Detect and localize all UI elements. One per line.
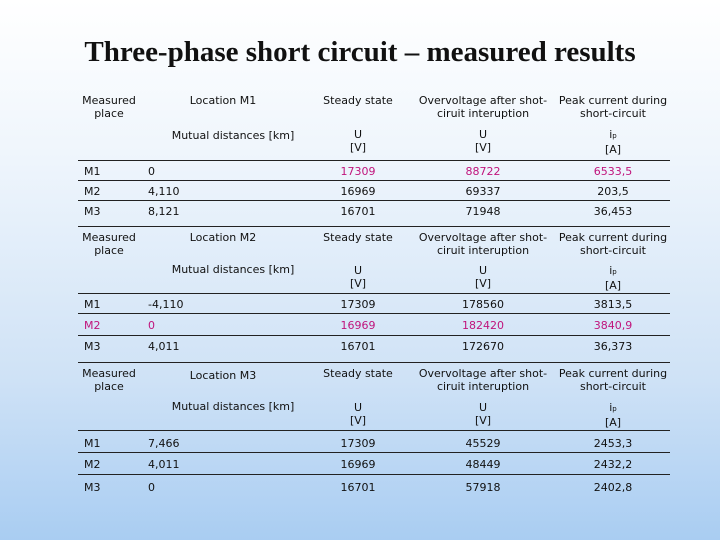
peak-current-header: Peak current during short-circuit <box>558 231 668 257</box>
steady-cell: 16969 <box>340 458 376 471</box>
place-cell: M1 <box>84 165 101 178</box>
distance-cell: 0 <box>148 165 155 178</box>
u-symbol: U <box>353 401 363 414</box>
distance-cell: 4,011 <box>148 340 180 353</box>
overvoltage-cell: 57918 <box>465 481 501 494</box>
i-subscript: p <box>612 132 617 140</box>
measured-place-header: Measured place <box>82 367 136 393</box>
steady-cell: 16701 <box>340 481 376 494</box>
table-row <box>78 335 670 358</box>
peak-cell: 203,5 <box>597 185 629 198</box>
table-row <box>78 313 670 336</box>
steady-cell: 16969 <box>340 185 376 198</box>
peak-unit <box>553 128 673 156</box>
u-symbol: U <box>353 128 363 141</box>
overvoltage-cell: 48449 <box>465 458 501 471</box>
table-row <box>78 293 670 314</box>
location-label: Location M3 <box>189 369 257 382</box>
steady-unit <box>308 264 408 290</box>
u-unit: [V] <box>474 277 492 290</box>
measured-place-header: Measured place <box>82 231 136 257</box>
table-row <box>78 160 670 181</box>
distance-cell: -4,110 <box>148 298 184 311</box>
place-cell: M3 <box>84 481 101 494</box>
results-table-location-m2 <box>78 226 670 356</box>
i-unit: [A] <box>604 279 622 292</box>
peak-unit <box>553 401 673 429</box>
results-table-location-m1 <box>78 90 670 220</box>
table-row <box>78 474 670 499</box>
i-unit: [A] <box>604 416 622 429</box>
peak-cell: 2402,8 <box>593 481 633 494</box>
table-row <box>78 452 670 475</box>
peak-current-header: Peak current during short-circuit <box>558 367 668 393</box>
distance-cell: 4,011 <box>148 458 180 471</box>
place-cell: M2 <box>84 185 101 198</box>
mutual-distances-header: Mutual distances [km] <box>171 400 295 413</box>
mutual-distances-header: Mutual distances [km] <box>171 263 295 276</box>
place-cell: M1 <box>84 298 101 311</box>
steady-state-header: Steady state <box>323 94 393 107</box>
steady-cell: 17309 <box>340 437 376 450</box>
place-cell: M2 <box>84 319 101 332</box>
peak-current-header: Peak current during short-circuit <box>558 94 668 120</box>
i-subscript: p <box>612 405 617 413</box>
steady-cell: 16701 <box>340 205 376 218</box>
u-unit: [V] <box>474 141 492 154</box>
overvoltage-cell: 172670 <box>462 340 504 353</box>
u-symbol: U <box>478 128 488 141</box>
steady-unit <box>308 128 408 154</box>
distance-cell: 0 <box>148 319 155 332</box>
header-row <box>78 90 670 124</box>
distance-cell: 4,110 <box>148 185 180 198</box>
location-label: Location M2 <box>189 231 257 244</box>
overvoltage-cell: 88722 <box>465 165 501 178</box>
mutual-distances-header: Mutual distances [km] <box>171 129 295 142</box>
place-cell: M2 <box>84 458 101 471</box>
u-symbol: U <box>478 264 488 277</box>
i-unit: [A] <box>604 143 622 156</box>
u-unit: [V] <box>474 414 492 427</box>
distance-cell: 0 <box>148 481 155 494</box>
peak-cell: 36,453 <box>593 205 633 218</box>
units-row <box>78 124 670 160</box>
u-symbol: U <box>353 264 363 277</box>
steady-cell: 16701 <box>340 340 376 353</box>
peak-cell: 2432,2 <box>593 458 633 471</box>
peak-cell: 3813,5 <box>593 298 633 311</box>
overvoltage-header: Overvoltage after shot-ciruit interuption <box>418 231 548 257</box>
u-symbol: U <box>478 401 488 414</box>
overvoltage-header: Overvoltage after shot-ciruit interuption <box>418 367 548 393</box>
overvoltage-header: Overvoltage after shot-ciruit interuption <box>418 94 548 120</box>
steady-cell: 17309 <box>340 298 376 311</box>
overvoltage-cell: 178560 <box>462 298 504 311</box>
overvoltage-cell: 71948 <box>465 205 501 218</box>
i-symbol: i <box>609 264 613 277</box>
peak-cell: 3840,9 <box>593 319 633 332</box>
peak-cell: 2453,3 <box>593 437 633 450</box>
peak-unit <box>553 264 673 292</box>
page-title: Three-phase short circuit – measured results <box>84 36 636 68</box>
overvoltage-unit <box>413 264 553 290</box>
steady-cell: 17309 <box>340 165 376 178</box>
overvoltage-cell: 69337 <box>465 185 501 198</box>
overvoltage-unit <box>413 128 553 154</box>
i-symbol: i <box>609 128 613 141</box>
peak-cell: 6533,5 <box>593 165 633 178</box>
steady-state-header: Steady state <box>323 231 393 244</box>
place-cell: M3 <box>84 340 101 353</box>
place-cell: M3 <box>84 205 101 218</box>
overvoltage-cell: 182420 <box>462 319 504 332</box>
measured-place-header: Measured place <box>82 94 136 120</box>
peak-cell: 36,373 <box>593 340 633 353</box>
location-label: Location M1 <box>189 94 257 107</box>
steady-state-header: Steady state <box>323 367 393 380</box>
i-symbol: i <box>609 401 613 414</box>
overvoltage-cell: 45529 <box>465 437 501 450</box>
results-table-location-m3 <box>78 362 670 498</box>
table-row <box>78 180 670 201</box>
distance-cell: 7,466 <box>148 437 180 450</box>
units-row <box>78 396 670 432</box>
units-row <box>78 260 670 296</box>
table-row <box>78 200 670 221</box>
header-row <box>78 226 670 261</box>
steady-unit <box>308 401 408 427</box>
table-row <box>78 430 670 453</box>
u-unit: [V] <box>349 141 367 154</box>
header-row <box>78 362 670 397</box>
i-subscript: p <box>612 268 617 276</box>
overvoltage-unit <box>413 401 553 427</box>
distance-cell: 8,121 <box>148 205 180 218</box>
place-cell: M1 <box>84 437 101 450</box>
u-unit: [V] <box>349 277 367 290</box>
steady-cell: 16969 <box>340 319 376 332</box>
u-unit: [V] <box>349 414 367 427</box>
